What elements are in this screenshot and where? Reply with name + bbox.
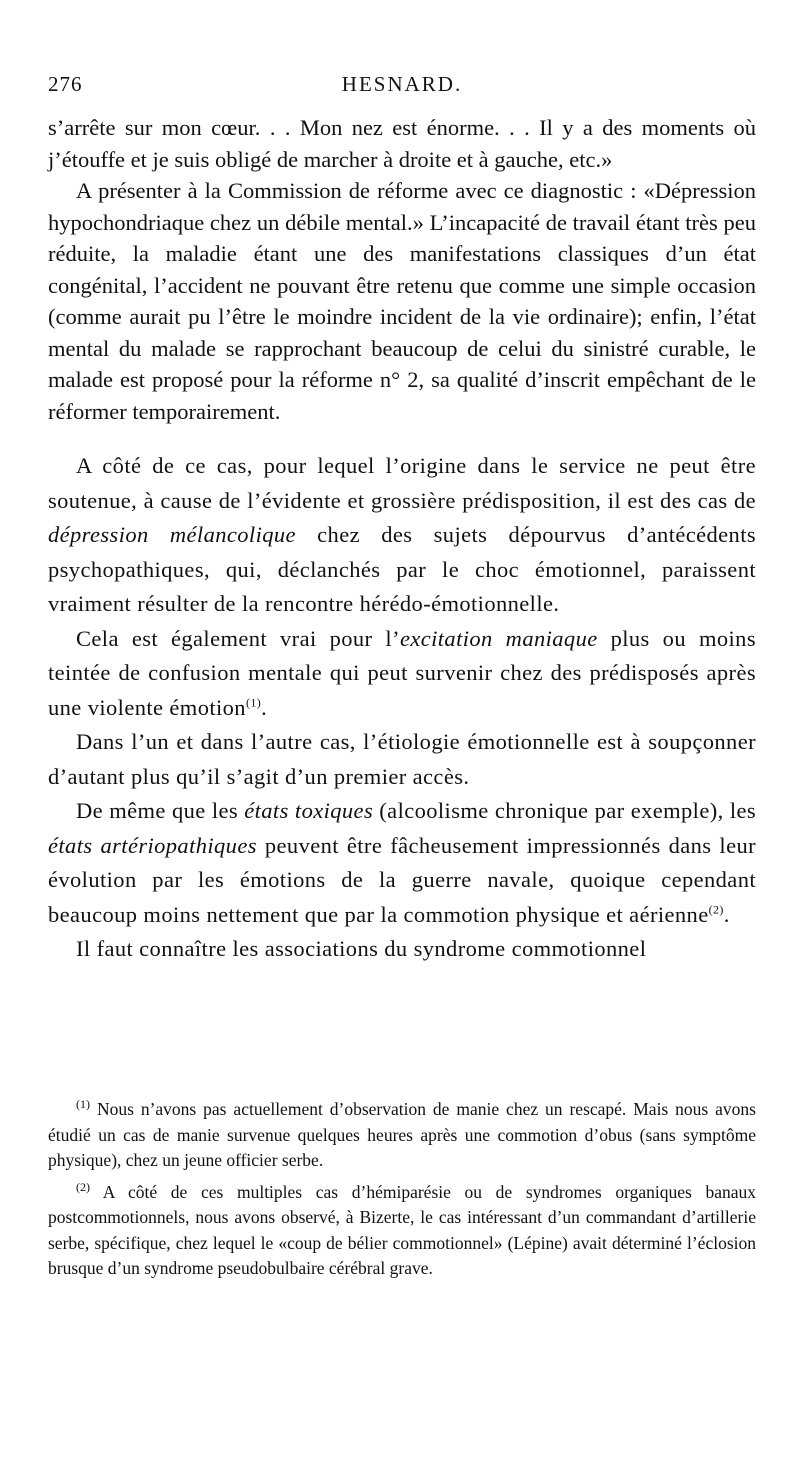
footnote-reference-1[interactable]: (1) xyxy=(245,695,262,709)
paragraph-associations: Il faut connaître les associations du syndrome commotionnel xyxy=(76,936,647,961)
body-text xyxy=(48,112,756,967)
paragraph-toxic-states xyxy=(48,794,756,932)
footnote-1 xyxy=(48,1097,756,1174)
paragraph-text: peuvent être fâcheusement impressionnés dans leur évolution par les émotions de la guerre navale, quoique cependant beaucoup moins nettement que par la commotion physique et aérienne xyxy=(48,832,756,927)
footnote-text: Nous n’avons pas actuellement d’observation de manie chez un rescapé. Mais nous avons étudié un cas de manie survenue quelques heures après une commotion d’obus (sans symptôme physique), chez un jeune officier serbe. xyxy=(48,1099,756,1170)
paragraph-melancholic-depression xyxy=(48,449,756,622)
paragraph-text: A côté de ce cas, pour lequel l’origine dans le service ne peut être soutenue, à cause de l’évidente et grossière prédisposition, il est des cas de xyxy=(48,453,756,513)
italic-term: états toxiques xyxy=(244,798,374,823)
italic-term: dépression mélancolique xyxy=(48,522,296,547)
footnote-marker: (2) xyxy=(76,1179,90,1194)
italic-term: états artériopathiques xyxy=(48,832,257,858)
paragraph-text: Cela est également vrai pour l’ xyxy=(76,625,400,651)
paragraph-text: chez des sujets dépourvus d’antécédents psychopathiques, qui, déclanchés par le choc émotionnel, paraissent vraiment résulter de la rencontre hérédo-émotionnelle. xyxy=(48,522,757,616)
paragraph-continuation: s’arrête sur mon cœur. . . Mon nez est énorme. . . Il y a des moments où j’étouffe et je suis obligé de marcher à droite et à gauche, etc.» xyxy=(48,115,756,172)
book-page xyxy=(48,0,756,1471)
footnote-text: A côté de ces multiples cas d’hémiparésie ou de syndromes organiques banaux postcommotionnels, nous avons observé, à Bizerte, le cas intéressant d’un commandant d’artillerie serbe, spécifique, chez lequel le «coup de bélier commotionnel» (Lépine) avait déterminé l’éclosion brusque d’un syndrome pseudobulbaire cérébral grave. xyxy=(48,1181,756,1278)
paragraph-text: plus ou moins teintée de confusion mentale qui peut survenir chez des prédisposés après une violente émotion xyxy=(48,625,756,720)
page-number: 276 xyxy=(48,72,83,96)
paragraph-emotional-etiology: Dans l’un et dans l’autre cas, l’étiologie émotionnelle est à soupçonner d’autant plus qu’il s’agit d’un premier accès. xyxy=(48,729,756,789)
paragraph-text: De même que les xyxy=(76,798,245,823)
footnote-marker: (1) xyxy=(76,1097,90,1112)
footnote-2 xyxy=(48,1180,756,1282)
paragraph-manic-excitation xyxy=(48,622,756,726)
page-header xyxy=(48,72,756,102)
italic-term: excitation maniaque xyxy=(399,625,598,651)
paragraph-text: . xyxy=(261,694,268,720)
running-title: HESNARD. xyxy=(341,72,463,96)
footnotes xyxy=(48,1097,756,1282)
footnote-reference-2[interactable]: (2) xyxy=(708,902,724,916)
paragraph-text: (alcoolisme chronique par exemple), les xyxy=(373,798,757,823)
paragraph-text: . xyxy=(723,901,730,927)
paragraph-commission: A présenter à la Commission de réforme avec ce diagnostic : «Dépression hypochondriaque chez un débile mental.» L’incapacité de travail étant très peu réduite, la maladie étant une des manifestations classiques d’un état congénital, l’accident ne pouvant être retenu que comme une simple occasion (comme aurait pu l’être le moindre incident de la vie ordinaire); enfin, l’état mental du malade se rapprochant beaucoup de celui du sinistré curable, le malade est proposé pour la réforme n° 2, sa qualité d’inscrit empêchant de le réformer temporairement. xyxy=(48,178,756,424)
